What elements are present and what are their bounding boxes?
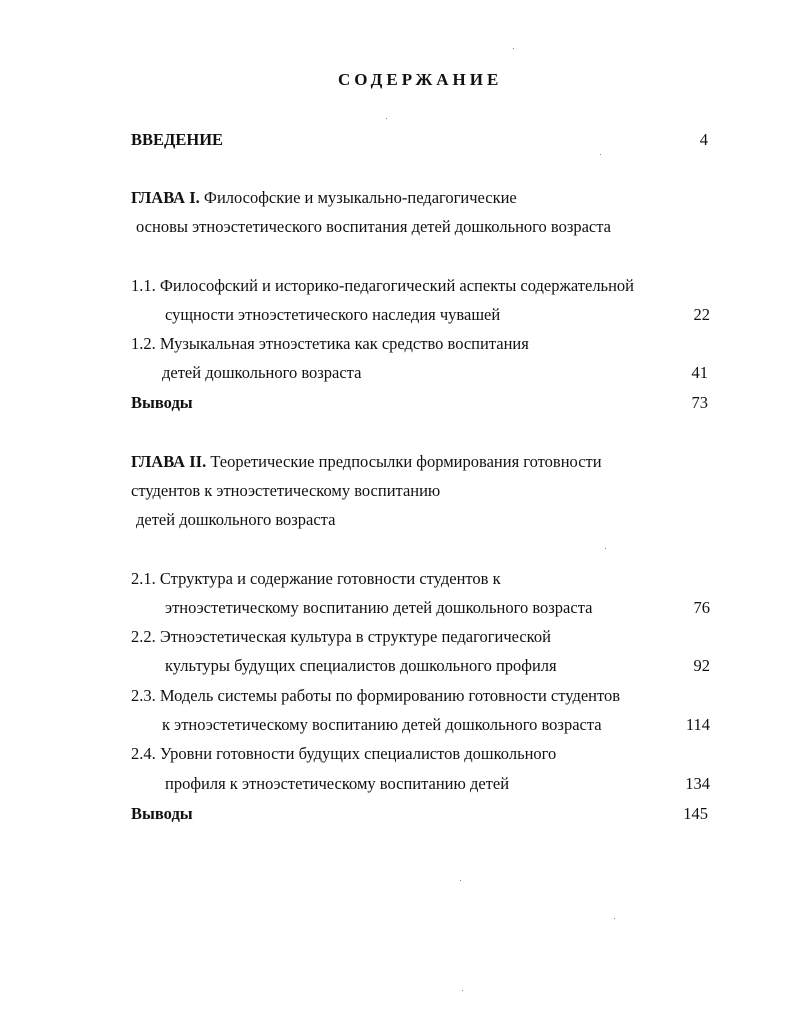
chapter1-conclusions-label: Выводы bbox=[131, 393, 193, 412]
section-2-2-line1: 2.2. Этноэстетическая культура в структуре педагогической bbox=[131, 627, 551, 646]
section-2-4-line1: 2.4. Уровни готовности будущих специалистов дошкольного bbox=[131, 744, 557, 763]
section-1-2-line2: детей дошкольного возраста bbox=[162, 363, 362, 382]
page-title: СОДЕРЖАНИЕ bbox=[338, 70, 503, 89]
section-1-2-page: 41 bbox=[691, 363, 708, 382]
section-2-1-line1: 2.1. Структура и содержание готовности студентов к bbox=[131, 569, 501, 588]
scan-speck bbox=[386, 118, 387, 119]
section-1-1-page: 22 bbox=[693, 305, 710, 324]
intro-page: 4 bbox=[699, 130, 708, 149]
intro-label: ВВЕДЕНИЕ bbox=[131, 130, 224, 149]
scan-speck bbox=[600, 154, 601, 155]
section-1-1-line2: сущности этноэстетического наследия чувашей bbox=[165, 305, 501, 324]
section-2-1-line2: этноэстетическому воспитанию детей дошкольного возраста bbox=[165, 598, 593, 617]
chapter2-title-line3: детей дошкольного возраста bbox=[136, 510, 336, 529]
section-2-4-page: 134 bbox=[685, 774, 710, 793]
chapter1-title-line1: Философские и музыкально-педагогические bbox=[203, 188, 517, 207]
section-2-1-page: 76 bbox=[693, 598, 710, 617]
section-2-2-line2: культуры будущих специалистов дошкольного профиля bbox=[165, 656, 557, 675]
chapter2-conclusions-label: Выводы bbox=[131, 804, 193, 823]
section-2-3-line1: 2.3. Модель системы работы по формированию готовности студентов bbox=[131, 686, 621, 705]
scan-speck bbox=[605, 548, 606, 549]
chapter1-title-line2: основы этноэстетического воспитания детей дошкольного возраста bbox=[136, 217, 611, 236]
chapter1-heading bbox=[131, 188, 517, 208]
section-2-3-page: 114 bbox=[685, 715, 710, 734]
scan-speck bbox=[513, 48, 514, 49]
scan-speck bbox=[614, 918, 615, 919]
section-1-1-line1: 1.1. Философский и историко-педагогический аспекты содержательной bbox=[131, 276, 634, 295]
section-2-4-line2: профиля к этноэстетическому воспитанию детей bbox=[165, 774, 510, 793]
chapter1-label: ГЛАВА I. bbox=[131, 188, 200, 207]
section-2-3-line2: к этноэстетическому воспитанию детей дошкольного возраста bbox=[162, 715, 602, 734]
chapter2-title-line1: Теоретические предпосылки формирования готовности bbox=[210, 452, 602, 471]
scan-speck bbox=[460, 880, 461, 881]
section-1-2-line1: 1.2. Музыкальная этноэстетика как средство воспитания bbox=[131, 334, 529, 353]
chapter2-label: ГЛАВА II. bbox=[131, 452, 207, 471]
chapter2-title-line2: студентов к этноэстетическому воспитанию bbox=[131, 481, 441, 500]
chapter2-conclusions-page: 145 bbox=[683, 804, 708, 823]
chapter2-heading bbox=[131, 452, 602, 472]
chapter1-conclusions-page: 73 bbox=[691, 393, 708, 412]
scan-speck bbox=[462, 990, 463, 991]
section-2-2-page: 92 bbox=[693, 656, 710, 675]
